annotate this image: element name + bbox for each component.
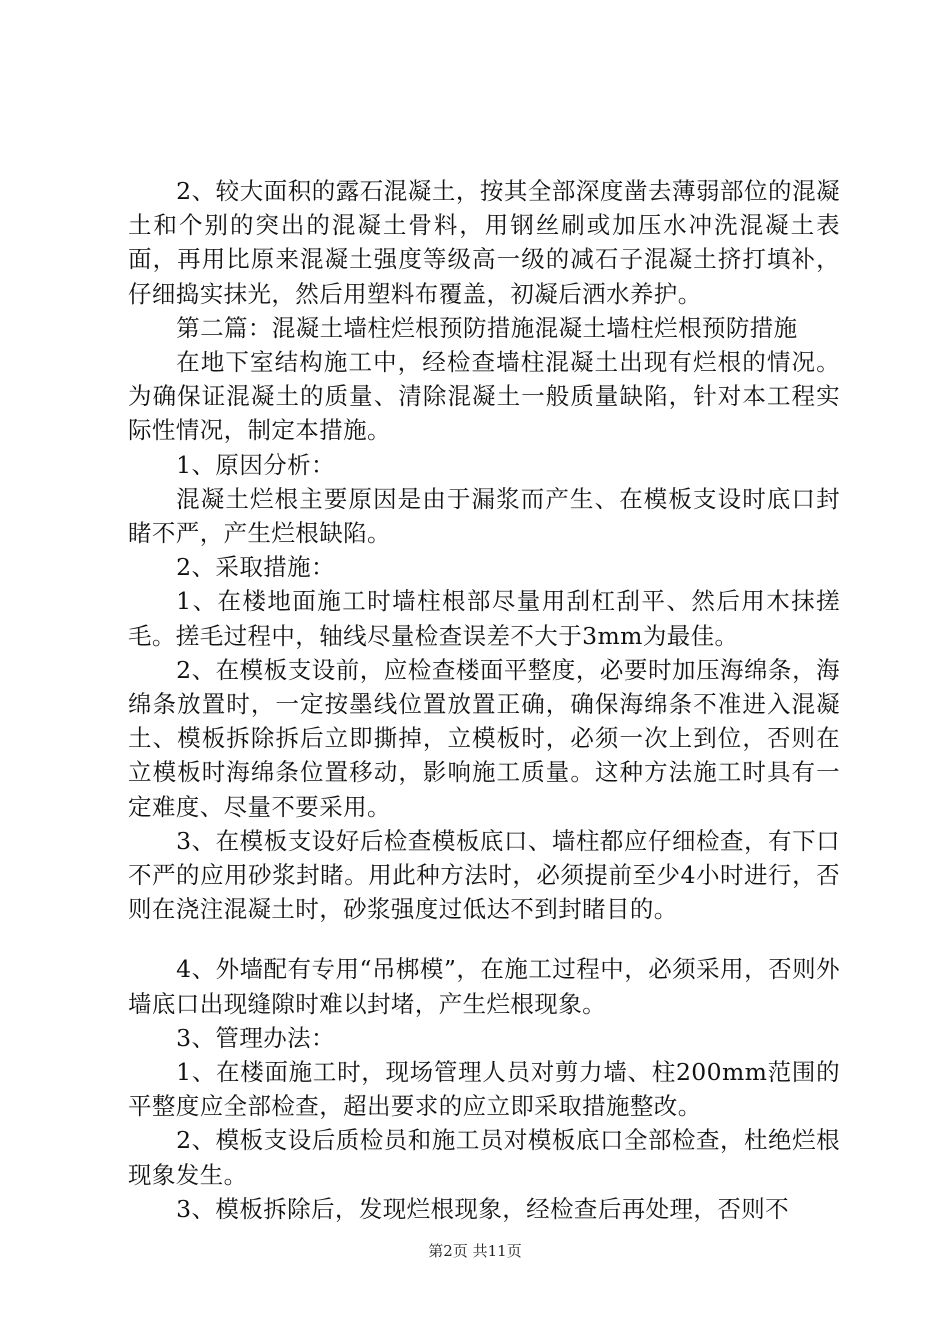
heading-management: 3、管理办法： — [176, 1023, 335, 1052]
paragraph-exposed-aggregate-repair: 2、较大面积的露石混凝土，按其全部深度凿去薄弱部位的混凝土和个别的突出的混凝土骨料，用钢丝刷或加压水冲洗混凝土表面，再用比原来混凝土强度等级高一级的减石子混凝土挤打填补，仔细捣实抹光，然后用塑料布覆盖，初凝后洒水养护。 — [128, 177, 840, 308]
paragraph-management-1: 1、在楼面施工时，现场管理人员对剪力墙、柱200mm范围的平整度应全部检查，超出要求的应立即采取措施整改。 — [128, 1058, 840, 1121]
paragraph-management-3: 3、模板拆除后，发现烂根现象，经检查后再处理，否则不 — [176, 1194, 790, 1223]
paragraph-measure-1: 1、在楼地面施工时墙柱根部尽量用刮杠刮平、然后用木抹搓毛。搓毛过程中，轴线尽量检查误差不大于3mm为最佳。 — [128, 587, 840, 650]
page-number-footer: 第2页 共11页 — [428, 1242, 522, 1260]
paragraph-management-2: 2、模板支设后质检员和施工员对模板底口全部检查，杜绝烂根现象发生。 — [128, 1126, 840, 1189]
heading-cause-analysis: 1、原因分析： — [176, 450, 335, 479]
paragraph-measure-3: 3、在模板支设好后检查模板底口、墙柱都应仔细检查，有下口不严的应用砂浆封睹。用此种方法时，必须提前至少4小时进行，否则在浇注混凝土时，砂浆强度过低达不到封睹目的。 — [128, 826, 840, 924]
paragraph-cause-detail: 混凝土烂根主要原因是由于漏浆而产生、在模板支设时底口封睹不严，产生烂根缺陷。 — [128, 484, 840, 548]
paragraph-introduction: 在地下室结构施工中，经检查墙柱混凝土出现有烂根的情况。为确保证混凝土的质量、清除混凝土一般质量缺陷，针对本工程实际性情况，制定本措施。 — [128, 348, 840, 445]
paragraph-measure-2: 2、在模板支设前，应检查楼面平整度，必要时加压海绵条，海绵条放置时，一定按墨线位置放置正确，确保海绵条不准进入混凝土、模板拆除拆后立即撕掉，立模板时，必须一次上到位，否则在立模板时海绵条位置移动，影响施工质量。这种方法施工时具有一定难度、尽量不要采用。 — [128, 655, 840, 821]
document-body — [128, 174, 840, 1226]
heading-measures: 2、采取措施： — [176, 553, 335, 582]
paragraph-measure-4: 4、外墙配有专用“吊梆模”，在施工过程中，必须采用，否则外墙底口出现缝隙时难以封堵，产生烂根现象。 — [128, 955, 840, 1018]
section-title-part-two: 第二篇：混凝土墙柱烂根预防措施混凝土墙柱烂根预防措施 — [176, 313, 798, 342]
